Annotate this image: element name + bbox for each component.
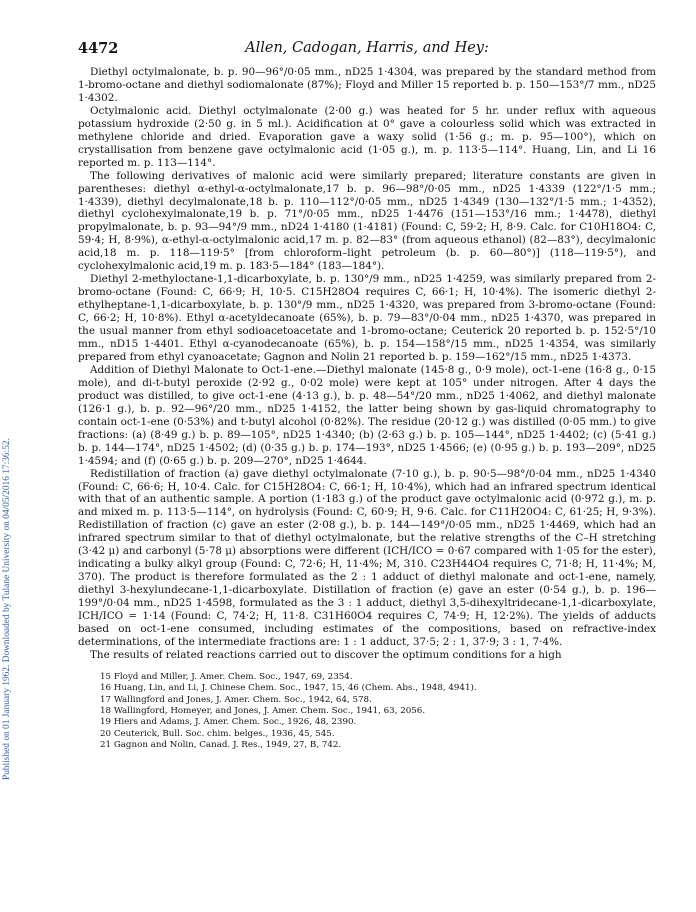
running-title: Allen, Cadogan, Harris, and Hey: [245, 40, 489, 56]
footnote-20: 20 Ceuterick, Bull. Soc. chim. belges., 1936, 45, 545. [100, 728, 335, 739]
page-header [78, 40, 656, 66]
footnote-16: 16 Huang, Lin, and Li, J. Chinese Chem. Soc., 1947, 15, 46 (Chem. Abs., 1948, 4941). [100, 683, 477, 694]
paragraph-octylmalonic-acid: Octylmalonic acid. Diethyl octylmalonate (2·00 g.) was heated for 5 hr. under reflux with aqueous potassium hydroxide (2·50 g. in 5 ml.). Acidification at 0° gave a colourless solid which was extracted in methylene chloride and dried. Evaporation gave a waxy solid (1·56 g.; m. p. 95—100°), which on crystallisation from benzene gave octylmalonic acid (1·05 g.), m. p. 113·5—114°. Huang, Lin, and Li 16 reported m. p. 113—114°. [78, 104, 656, 169]
paragraph-related-reactions: The results of related reactions carried out to discover the optimum conditions for a high [90, 648, 562, 661]
page-number: 4472 [78, 40, 119, 57]
paragraph-malonic-derivatives: The following derivatives of malonic acid were similarly prepared; literature constants are given in parentheses: diethyl α-ethyl-α-octylmalonate,17 b. p. 96—98°/0·05 mm., nD25 1·4339 (122°/1·5 mm.; 1·4339), diethyl decylmalonate,18 b. p. 110—112°/0·05 mm., nD25 1·4349 (130—132°/1·5 mm.; 1·4352), diethyl cyclohexylmalonate,19 b. p. 71°/0·05 mm., nD25 1·4476 (151—153°/16 mm.; 1·4478), diethyl propylmalonate, b. p. 93—94°/9 mm., nD24 1·4180 (1·4181) (Found: C, 59·2; H, 8·9. Calc. for C10H18O4: C, 59·4; H, 8·9%), α-ethyl-α-octylmalonic acid,17 m. p. 82—83° (from aqueous ethanol) (82—83°), decylmalonic acid,18 m. p. 118—119·5° [from chloroform–light petroleum (b. p. 60—80°)] (118—119·5°), and cyclohexylmalonic acid,19 m. p. 183·5—184° (183—184°). [78, 169, 656, 273]
paragraph-dicarboxylates: Diethyl 2-methyloctane-1,1-dicarboxylate, b. p. 130°/9 mm., nD25 1·4259, was similarly prepared from 2-bromo-octane (Found: C, 66·9; H, 10·5. C15H28O4 requires C, 66·1; H, 10·4%). The isomeric diethyl 2-ethylheptane-1,1-dicarboxylate, b. p. 130°/9 mm., nD25 1·4320, was prepared from 3-bromo-octane (Found: C, 66·2; H, 10·8%). Ethyl α-acetyldecanoate (65%), b. p. 79—83°/0·04 mm., nD25 1·4370, was prepared in the usual manner from ethyl sodioacetoacetate and 1-bromo-octane; Ceuterick 20 reported b. p. 152·5°/10 mm., nD15 1·4401. Ethyl α-cyanodecanoate (65%), b. p. 154—158°/15 mm., nD25 1·4354, was similarly prepared from ethyl cyanoacetate; Gagnon and Nolin 21 reported b. p. 159—162°/15 mm., nD25 1·4373. [78, 273, 656, 363]
article-body [78, 66, 656, 662]
paragraph-diethyl-octylmalonate: Diethyl octylmalonate, b. p. 90—96°/0·05 mm., nD25 1·4304, was prepared by the standard method from 1-bromo-octane and diethyl sodiomalonate (87%); Floyd and Miller 15 reported b. p. 150—153°/7 mm., nD25 1·4302. [78, 66, 656, 104]
footnote-15: 15 Floyd and Miller, J. Amer. Chem. Soc., 1947, 69, 2354. [100, 671, 353, 682]
footnote-18: 18 Wallingford, Homeyer, and Jones, J. Amer. Chem. Soc., 1941, 63, 2056. [100, 706, 426, 717]
footnote-19: 19 Hiers and Adams, J. Amer. Chem. Soc., 1926, 48, 2390. [100, 717, 357, 728]
footnote-17: 17 Wallingford and Jones, J. Amer. Chem. Soc., 1942, 64, 578. [100, 694, 372, 705]
journal-page [78, 40, 656, 752]
paragraph-redistillation: Redistillation of fraction (a) gave diethyl octylmalonate (7·10 g.), b. p. 90·5—98°/0·04 mm., nD25 1·4340 (Found: C, 66·6; H, 10·4. Calc. for C15H28O4: C, 66·1; H, 10·4%), which had an infrared spectrum identical with that of an authentic sample. A portion (1·183 g.) of the product gave octylmalonic acid (0·972 g.), m. p. and mixed m. p. 113·5—114°, on hydrolysis (Found: C, 60·9; H, 9·6. Calc. for C11H20O4: C, 61·25; H, 9·3%). Redistillation of fraction (c) gave an ester (2·08 g.), b. p. 144—149°/0·05 mm., nD25 1·4469, which had an infrared spectrum similar to that of diethyl octylmalonate, but the relative strengths of the C–H stretching (3·42 μ) and carbonyl (5·78 μ) absorptions were different (ICH/ICO = 0·67 compared with 1·05 for the ester), indicating a bulky alkyl group (Found: C, 72·6; H, 11·4%; M, 310. C23H44O4 requires C, 71·8; H, 11·4%; M, 370). The product is therefore formulated as the 2 : 1 adduct of diethyl malonate and oct-1-ene, namely, diethyl 3-hexylundecane-1,1-dicarboxylate. Distillation of fraction (e) gave an ester (0·54 g.), b. p. 196—199°/0·04 mm., nD25 1·4598, formulated as the 3 : 1 adduct, diethyl 3,5-dihexyltridecane-1,1-dicarboxylate, ICH/ICO = 1·14 (Found: C, 74·2; H, 11·8. C31H60O4 requires C, 74·9; H, 12·2%). The yields of adducts based on oct-1-ene consumed, including estimates of the compositions, based on refractive-index determinations, of the intermediate fractions are: 1 : 1 adduct, 37·5; 2 : 1, 37·9; 3 : 1, 7·4%. [78, 467, 656, 648]
footnotes [78, 672, 656, 752]
download-watermark: Published on 01 January 1962. Downloaded by Tulane University on 04/05/2016 17:36:52. [2, 438, 12, 780]
footnote-21: 21 Gagnon and Nolin, Canad. J. Res., 1949, 27, B, 742. [100, 740, 342, 751]
paragraph-addition-to-octene: Addition of Diethyl Malonate to Oct-1-ene.—Diethyl malonate (145·8 g., 0·9 mole), oct-1-ene (16·8 g., 0·15 mole), and di-t-butyl peroxide (2·92 g., 0·02 mole) were kept at 105° under nitrogen. After 4 days the product was distilled, to give oct-1-ene (4·13 g.), b. p. 48—54°/20 mm., nD25 1·4062, and diethyl malonate (126·1 g.), b. p. 92—96°/20 mm., nD25 1·4152, the latter being shown by gas-liquid chromatography to contain oct-1-ene (0·53%) and t-butyl alcohol (0·82%). The residue (20·12 g.) was distilled (0·05 mm.) to give fractions: (a) (8·49 g.) b. p. 89—105°, nD25 1·4340; (b) (2·63 g.) b. p. 105—144°, nD25 1·4402; (c) (5·41 g.) b. p. 144—174°, nD25 1·4502; (d) (0·35 g.) b. p. 174—193°, nD25 1·4566; (e) (0·95 g.) b. p. 193—209°, nD25 1·4594; and (f) (0·65 g.) b. p. 209—270°, nD25 1·4644. [78, 363, 656, 467]
